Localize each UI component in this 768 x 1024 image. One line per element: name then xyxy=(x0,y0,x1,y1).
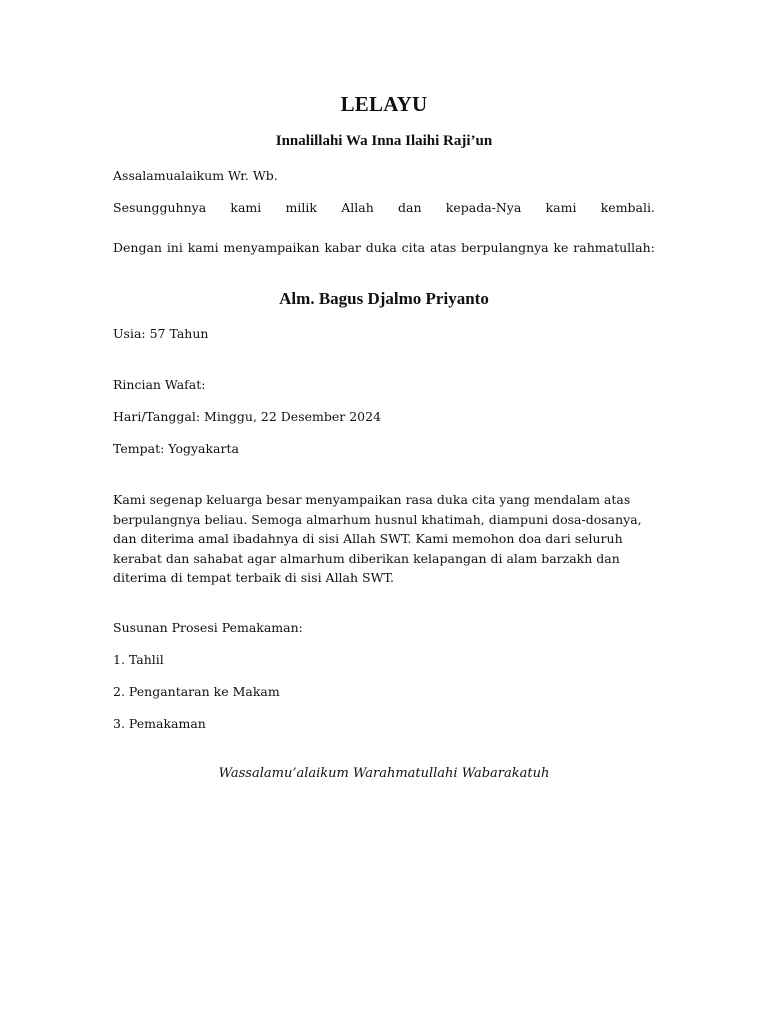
procession-item: 2. Pengantaran ke Makam xyxy=(113,684,280,699)
word: ini xyxy=(166,240,183,255)
word: milik xyxy=(285,200,317,215)
age-line: Usia: 57 Tahun xyxy=(113,326,209,341)
word: berpulangnya xyxy=(461,240,549,255)
word: duka xyxy=(365,240,397,255)
word: cita xyxy=(401,240,426,255)
word: atas xyxy=(429,240,457,255)
opening-sentence xyxy=(113,198,655,217)
deceased-name: Alm. Bagus Djalmo Priyanto xyxy=(279,289,489,308)
procession-heading: Susunan Prosesi Pemakaman: xyxy=(113,620,303,635)
word: menyampaikan xyxy=(223,240,320,255)
date-line: Hari/Tanggal: Minggu, 22 Desember 2024 xyxy=(113,409,382,424)
details-heading: Rincian Wafat: xyxy=(113,377,206,392)
document-subtitle: Innalillahi Wa Inna Ilaihi Raji’un xyxy=(275,133,493,149)
word: dan xyxy=(398,200,422,215)
procession-item: 1. Tahlil xyxy=(113,652,164,667)
word: Sesungguhnya xyxy=(113,200,207,215)
word: kepada-Nya xyxy=(445,200,522,215)
place-line: Tempat: Yogyakarta xyxy=(113,441,239,456)
document-title: LELAYU xyxy=(340,92,428,116)
word: kabar xyxy=(324,240,361,255)
word: kami xyxy=(187,240,219,255)
word: kembali. xyxy=(600,200,655,215)
word: ke xyxy=(553,240,569,255)
word: rahmatullah: xyxy=(573,240,655,255)
procession-item: 3. Pemakaman xyxy=(113,716,206,731)
word: Dengan xyxy=(113,240,162,255)
word: Allah xyxy=(341,200,374,215)
closing-salutation: Wassalamu’alaikum Warahmatullahi Wabarakatuh xyxy=(218,766,550,781)
announcement-sentence xyxy=(113,238,655,257)
word: kami xyxy=(230,200,262,215)
word: kami xyxy=(545,200,577,215)
greeting: Assalamualaikum Wr. Wb. xyxy=(113,168,278,183)
condolence-paragraph: Kami segenap keluarga besar menyampaikan rasa duka cita yang mendalam atas berpulangnya beliau. Semoga almarhum husnul khatimah, diampuni dosa-dosanya, dan diterima amal ibadahnya di sisi Allah SWT. Kami memohon doa dari seluruh kerabat dan sahabat agar almarhum diberikan kelapangan di alam barzakh dan diterima di tempat terbaik di sisi Allah SWT. xyxy=(113,492,642,586)
